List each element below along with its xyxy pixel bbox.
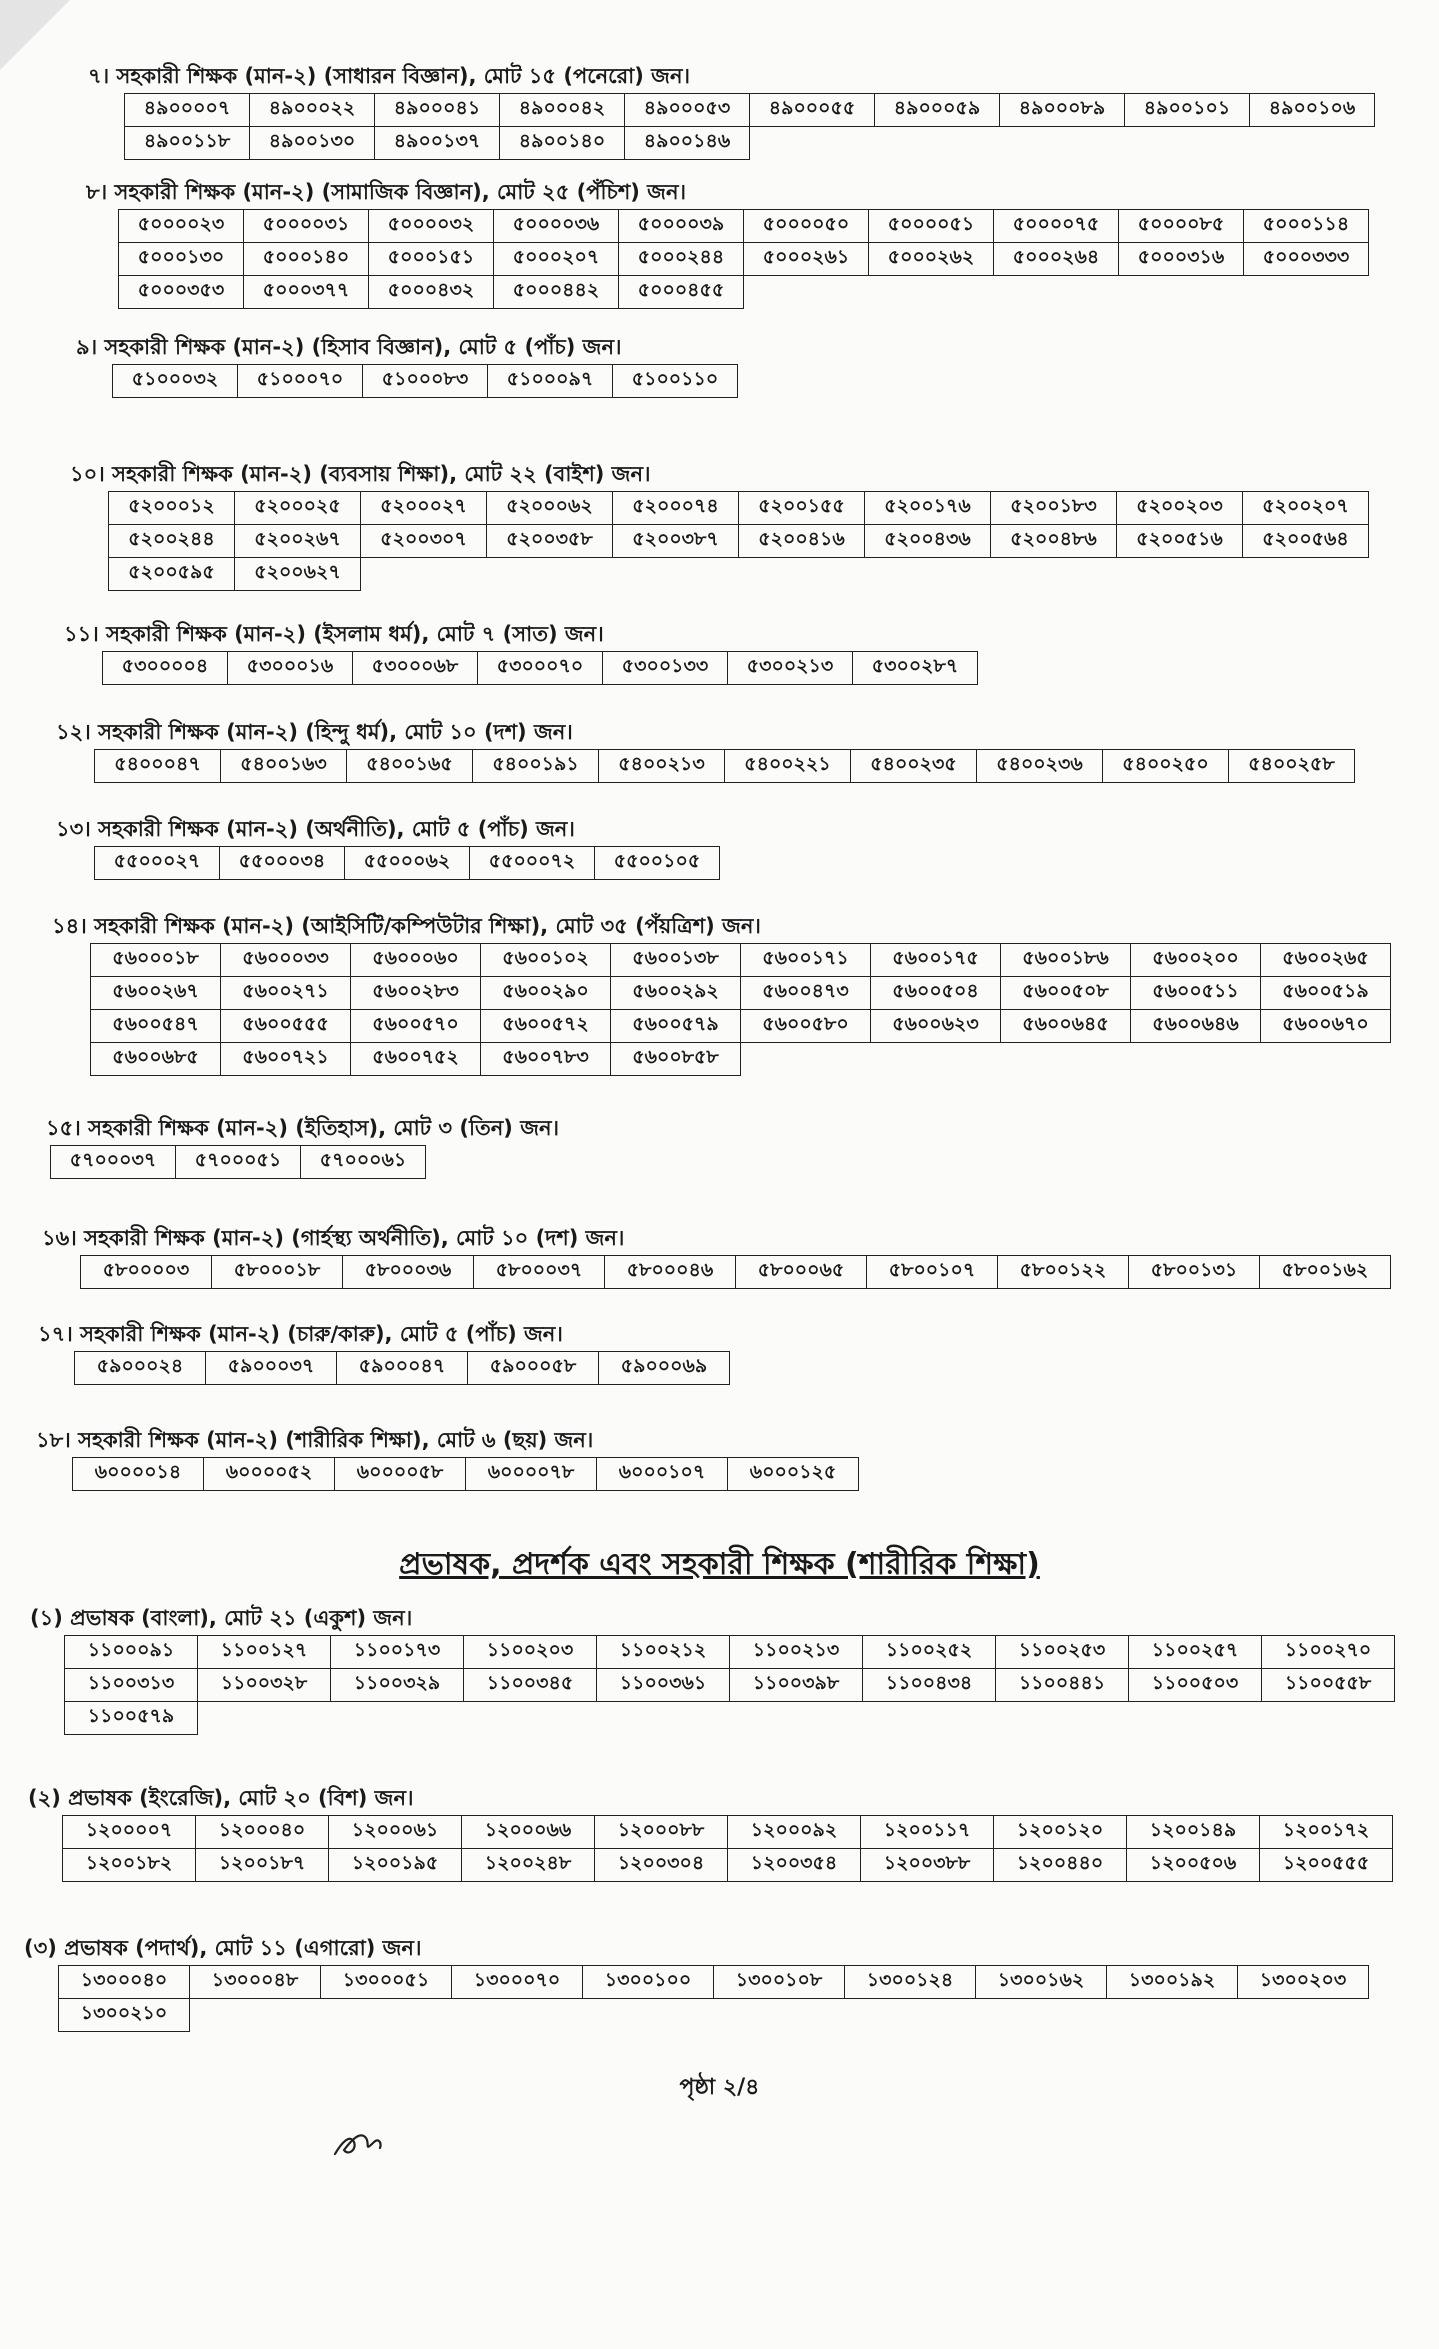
- roll-number-cell: ১২০০১১৭: [861, 1816, 994, 1849]
- roll-number-cell: ৫৭০০০৬১: [301, 1146, 426, 1179]
- roll-number-cell: ৫৫০০০৬২: [345, 847, 470, 880]
- teacher-section-7: [56, 815, 720, 880]
- table-row: [63, 1816, 1393, 1849]
- teacher-section-2: [86, 178, 1369, 309]
- roll-number-cell: ৫০০০৪৫৫: [619, 276, 744, 309]
- roll-number-cell: ৫৯০০০৪৭: [337, 1352, 468, 1385]
- roll-number-cell: ১২০০০৯২: [728, 1816, 861, 1849]
- roll-number-cell: ১৩০০১০০: [583, 1966, 714, 1999]
- teacher-roll-table: [112, 364, 738, 398]
- teacher-section-10: [42, 1224, 1391, 1289]
- roll-number-cell: ১১০০২৫২: [863, 1636, 996, 1669]
- teacher-roll-table: [72, 1457, 859, 1491]
- roll-number-cell: ৫২০০০২৭: [361, 492, 487, 525]
- roll-number-cell: ১১০০৩৪৫: [464, 1669, 597, 1702]
- roll-number-cell: ৫০০০০৩৬: [494, 210, 619, 243]
- roll-number-cell: ৫০০০৩৩৩: [1244, 243, 1369, 276]
- roll-number-cell: ৫৮০০০৩৭: [474, 1256, 605, 1289]
- roll-number-cell: ৫৫০০০২৭: [95, 847, 220, 880]
- table-row: [65, 1669, 1395, 1702]
- teacher-section-9: [46, 1114, 559, 1179]
- roll-number-cell: ৫৪০০২৩৫: [851, 750, 977, 783]
- roll-number-cell: ১৩০০০৪৮: [190, 1966, 321, 1999]
- roll-number-cell: ১১০০০৯১: [65, 1636, 198, 1669]
- roll-number-cell: ৫৬০০০৩৩: [221, 944, 351, 977]
- roll-number-cell: ৫২০০১৭৬: [865, 492, 991, 525]
- teacher-section-heading: ১২। সহকারী শিক্ষক (মান-২) (হিন্দু ধর্ম), মোট ১০ (দশ) জন।: [56, 720, 573, 744]
- table-row: [109, 558, 1369, 591]
- roll-number-cell: ৫৪০০০৪৭: [95, 750, 221, 783]
- roll-number-cell: ৫৮০০০৬৫: [736, 1256, 867, 1289]
- table-row: [91, 1010, 1391, 1043]
- roll-number-cell: ৫৬০০৫০৪: [871, 977, 1001, 1010]
- roll-number-cell: ৫০০০১৩০: [119, 243, 244, 276]
- lecturer-section-3: [24, 1934, 1369, 2032]
- roll-number-cell: ১৩০০২০৩: [1238, 1966, 1369, 1999]
- teacher-roll-table: [94, 749, 1355, 783]
- roll-number-cell: ৪৯০০০৮৯: [1000, 94, 1125, 127]
- roll-number-cell: ৫৪০০২১৩: [599, 750, 725, 783]
- roll-number-cell: ৫৮০০০১৮: [212, 1256, 343, 1289]
- roll-number-cell: ৫৬০০৫৪৭: [91, 1010, 221, 1043]
- table-row: [119, 276, 1369, 309]
- roll-number-cell: ৫২০০১৮৩: [991, 492, 1117, 525]
- roll-number-cell: ৫৬০০৮৫৮: [611, 1043, 741, 1076]
- roll-number-cell: ১১০০২১২: [597, 1636, 730, 1669]
- roll-number-cell: ৪৯০০১৪০: [500, 127, 625, 160]
- roll-number-cell: ৫০০০০৩২: [369, 210, 494, 243]
- roll-number-cell: ৫২০০৩৫৮: [487, 525, 613, 558]
- roll-number-cell: ৫৯০০০২৪: [75, 1352, 206, 1385]
- roll-number-cell: ৫৬০০৫১৯: [1261, 977, 1391, 1010]
- roll-number-cell: ৫৬০০৪৭৩: [741, 977, 871, 1010]
- roll-number-cell: ১২০০২৪৮: [462, 1849, 595, 1882]
- roll-number-cell: ৫৫০০০৭২: [470, 847, 595, 880]
- roll-number-cell: ৫৬০০৫৭৯: [611, 1010, 741, 1043]
- table-row: [65, 1702, 1395, 1735]
- page-number: পৃষ্ঠা ২/৪: [679, 2075, 760, 2100]
- roll-number-cell: ৬০০০০৭৮: [466, 1458, 597, 1491]
- table-row: [125, 127, 1375, 160]
- roll-number-cell: ৫০০০১৪০: [244, 243, 369, 276]
- teacher-section-heading: ১৪। সহকারী শিক্ষক (মান-২) (আইসিটি/কম্পিউটার শিক্ষা), মোট ৩৫ (পঁয়ত্রিশ) জন।: [52, 914, 761, 938]
- roll-number-cell: ৫০০০৩৫৩: [119, 276, 244, 309]
- table-row: [109, 492, 1369, 525]
- roll-number-cell: ৫২০০০৬২: [487, 492, 613, 525]
- teacher-section-heading: ৭। সহকারী শিক্ষক (মান-২) (সাধারন বিজ্ঞান), মোট ১৫ (পনেরো) জন।: [88, 64, 690, 88]
- roll-number-cell: ৫০০০৪৩২: [369, 276, 494, 309]
- roll-number-cell: ১১০০২৫৩: [996, 1636, 1129, 1669]
- roll-number-cell: ৫৩০০১৩৩: [603, 652, 728, 685]
- table-row: [51, 1146, 426, 1179]
- roll-number-cell: ৪৯০০১১৮: [125, 127, 250, 160]
- roll-number-cell: ৫১০০০৭০: [238, 365, 363, 398]
- roll-number-cell: ৫২০০৩০৭: [361, 525, 487, 558]
- roll-number-cell: ৫৮০০০৪৬: [605, 1256, 736, 1289]
- teacher-section-12: [36, 1426, 859, 1491]
- roll-number-cell: ৫৬০০১৭১: [741, 944, 871, 977]
- teacher-section-3: [76, 333, 738, 398]
- roll-number-cell: ১১০০৩১৩: [65, 1669, 198, 1702]
- roll-number-cell: ৫৬০০৭৮৩: [481, 1043, 611, 1076]
- roll-number-cell: ৪৯০০০০৭: [125, 94, 250, 127]
- roll-number-cell: ১১০০৫০৩: [1129, 1669, 1262, 1702]
- teacher-section-11: [38, 1320, 730, 1385]
- roll-number-cell: ৫৬০০১৭৫: [871, 944, 1001, 977]
- teacher-section-heading: ১৭। সহকারী শিক্ষক (মান-২) (চারু/কারু), মোট ৫ (পাঁচ) জন।: [38, 1322, 563, 1346]
- roll-number-cell: ৪৯০০০২২: [250, 94, 375, 127]
- roll-number-cell: ৫২০০৫৬৪: [1243, 525, 1369, 558]
- roll-number-cell: ৫৩০০০৭০: [478, 652, 603, 685]
- roll-number-cell: ১২০০০৬৬: [462, 1816, 595, 1849]
- roll-number-cell: ৫২০০৬২৭: [235, 558, 361, 591]
- table-row: [119, 243, 1369, 276]
- roll-number-cell: ৫২০০৪১৬: [739, 525, 865, 558]
- roll-number-cell: ৫৬০০৫১১: [1131, 977, 1261, 1010]
- roll-number-cell: ৫২০০০১২: [109, 492, 235, 525]
- roll-number-cell: ৫৮০০০৩৬: [343, 1256, 474, 1289]
- roll-number-cell: ৫৪০০২২১: [725, 750, 851, 783]
- roll-number-cell: ৫৫০০০৩৪: [220, 847, 345, 880]
- roll-number-cell: ১১০০৪৪১: [996, 1669, 1129, 1702]
- roll-number-cell: ৫৮০০১৩১: [1129, 1256, 1260, 1289]
- roll-number-cell: ৪৯০০১০৬: [1250, 94, 1375, 127]
- table-row: [65, 1636, 1395, 1669]
- roll-number-cell: ৫৬০০২৭১: [221, 977, 351, 1010]
- roll-number-cell: ৫৬০০৫৭০: [351, 1010, 481, 1043]
- roll-number-cell: ১৩০০১৯২: [1107, 1966, 1238, 1999]
- roll-number-cell: ৫৫০০১০৫: [595, 847, 720, 880]
- roll-number-cell: ৫৪০০১৯১: [473, 750, 599, 783]
- roll-number-cell: ১২০০৫৫৫: [1260, 1849, 1393, 1882]
- roll-number-cell: ৫৯০০০৬৯: [599, 1352, 730, 1385]
- roll-number-cell: ৪৯০০১০১: [1125, 94, 1250, 127]
- roll-number-cell: ৫৬০০৬৪৫: [1001, 1010, 1131, 1043]
- roll-number-cell: ৫৪০০১৬৩: [221, 750, 347, 783]
- lecturer-section-2: [28, 1784, 1393, 1882]
- teacher-roll-table: [74, 1351, 730, 1385]
- roll-number-cell: ১১০০৩৯৮: [730, 1669, 863, 1702]
- roll-number-cell: ৫৬০০৫৭২: [481, 1010, 611, 1043]
- roll-number-cell: ৫৬০০২৬৫: [1261, 944, 1391, 977]
- roll-number-cell: ৫২০০১৫৫: [739, 492, 865, 525]
- teacher-roll-table: [118, 209, 1369, 309]
- roll-number-cell: ৫৬০০২৮৩: [351, 977, 481, 1010]
- roll-number-cell: ১৩০০১৬২: [976, 1966, 1107, 1999]
- roll-number-cell: ৫৪০০১৬৫: [347, 750, 473, 783]
- roll-number-cell: ৫০০০১৫১: [369, 243, 494, 276]
- roll-number-cell: ৪৯০০০৫৫: [750, 94, 875, 127]
- teacher-roll-table: [108, 491, 1369, 591]
- roll-number-cell: ৫৬০০৫৮০: [741, 1010, 871, 1043]
- roll-number-cell: ১২০০৪৪০: [994, 1849, 1127, 1882]
- teacher-section-1: [88, 62, 1375, 160]
- roll-number-cell: ১২০০১৯৫: [329, 1849, 462, 1882]
- roll-number-cell: ৫০০০২৬২: [869, 243, 994, 276]
- table-row: [63, 1849, 1393, 1882]
- roll-number-cell: ১২০০০০৭: [63, 1816, 196, 1849]
- roll-number-cell: ৫২০০২৪৪: [109, 525, 235, 558]
- table-row: [95, 750, 1355, 783]
- roll-number-cell: ৫৬০০১৮৬: [1001, 944, 1131, 977]
- teacher-section-heading: ৮। সহকারী শিক্ষক (মান-২) (সামাজিক বিজ্ঞান), মোট ২৫ (পঁচিশ) জন।: [86, 180, 687, 204]
- teacher-section-4: [70, 460, 1369, 591]
- roll-number-cell: ৫৬০০৫৫৫: [221, 1010, 351, 1043]
- lecturer-roll-table: [64, 1635, 1395, 1735]
- teacher-roll-table: [94, 846, 720, 880]
- roll-number-cell: ৫২০০০৭৪: [613, 492, 739, 525]
- roll-number-cell: ৫৬০০৭৫২: [351, 1043, 481, 1076]
- roll-number-cell: ১২০০১৪৯: [1127, 1816, 1260, 1849]
- teacher-section-heading: ১৬। সহকারী শিক্ষক (মান-২) (গার্হস্থ্য অর্থনীতি), মোট ১০ (দশ) জন।: [42, 1226, 625, 1250]
- teacher-section-8: [52, 912, 1391, 1076]
- roll-number-cell: ৫৮০০১৬২: [1260, 1256, 1391, 1289]
- initials-signature: [330, 2112, 390, 2162]
- roll-number-cell: ৫২০০৫১৬: [1117, 525, 1243, 558]
- roll-number-cell: ৫২০০২০৭: [1243, 492, 1369, 525]
- roll-number-cell: ১২০০০৬১: [329, 1816, 462, 1849]
- roll-number-cell: ৫০০০২৬৪: [994, 243, 1119, 276]
- table-row: [125, 94, 1375, 127]
- roll-number-cell: ৫১০০০৮৩: [363, 365, 488, 398]
- roll-number-cell: ৪৯০০১৪৬: [625, 127, 750, 160]
- table-row: [91, 944, 1391, 977]
- roll-number-cell: ৫০০০২৬১: [744, 243, 869, 276]
- roll-number-cell: ১১০০২৭০: [1262, 1636, 1395, 1669]
- roll-number-cell: ১২০০৫০৬: [1127, 1849, 1260, 1882]
- lecturer-section-1: [30, 1604, 1395, 1735]
- teacher-section-5: [64, 620, 978, 685]
- roll-number-cell: ৫১০০০৩২: [113, 365, 238, 398]
- roll-number-cell: ৫২০০৪৩৬: [865, 525, 991, 558]
- roll-number-cell: ৫৮০০১২২: [998, 1256, 1129, 1289]
- roll-number-cell: ৫২০০৪৮৬: [991, 525, 1117, 558]
- roll-number-cell: ৫৭০০০৩৭: [51, 1146, 176, 1179]
- roll-number-cell: ৫২০০২৬৭: [235, 525, 361, 558]
- roll-number-cell: ৫৭০০০৫১: [176, 1146, 301, 1179]
- roll-number-cell: ৫৬০০৬২৩: [871, 1010, 1001, 1043]
- table-row: [119, 210, 1369, 243]
- roll-number-cell: ৫৬০০১০২: [481, 944, 611, 977]
- roll-number-cell: ৫৩০০০৬৮: [353, 652, 478, 685]
- roll-number-cell: ৫৬০০২৯২: [611, 977, 741, 1010]
- roll-number-cell: ১৩০০০৫১: [321, 1966, 452, 1999]
- roll-number-cell: ৫১০০০৯৭: [488, 365, 613, 398]
- roll-number-cell: ৫৬০০৫০৮: [1001, 977, 1131, 1010]
- roll-number-cell: ৬০০০১০৭: [597, 1458, 728, 1491]
- table-row: [95, 847, 720, 880]
- roll-number-cell: ১৩০০০৪০: [59, 1966, 190, 1999]
- roll-number-cell: ৫২০০০২৫: [235, 492, 361, 525]
- roll-number-cell: ৫০০০০২৩: [119, 210, 244, 243]
- table-row: [81, 1256, 1391, 1289]
- roll-number-cell: ৫০০০০৮৫: [1119, 210, 1244, 243]
- teacher-section-heading: ১৮। সহকারী শিক্ষক (মান-২) (শারীরিক শিক্ষা), মোট ৬ (ছয়) জন।: [36, 1428, 594, 1452]
- roll-number-cell: ৪৯০০০৪১: [375, 94, 500, 127]
- teacher-roll-table: [102, 651, 978, 685]
- teacher-section-heading: ১১। সহকারী শিক্ষক (মান-২) (ইসলাম ধর্ম), মোট ৭ (সাত) জন।: [64, 622, 604, 646]
- lecturer-roll-table: [62, 1815, 1393, 1882]
- roll-number-cell: ১৩০০১২৪: [845, 1966, 976, 1999]
- roll-number-cell: ৫০০০০৩১: [244, 210, 369, 243]
- teacher-roll-table: [124, 93, 1375, 160]
- roll-number-cell: ৬০০০০১৪: [73, 1458, 204, 1491]
- roll-number-cell: ৫৪০০২৩৬: [977, 750, 1103, 783]
- roll-number-cell: ৫০০০০৫০: [744, 210, 869, 243]
- section-main-title: প্রভাষক, প্রদর্শক এবং সহকারী শিক্ষক (শারীরিক শিক্ষা): [399, 1547, 1040, 1582]
- roll-number-cell: ১২০০০৮৮: [595, 1816, 728, 1849]
- roll-number-cell: ৫৬০০৬৭০: [1261, 1010, 1391, 1043]
- roll-number-cell: ৫০০০২৪৪: [619, 243, 744, 276]
- roll-number-cell: ১২০০১৮৭: [196, 1849, 329, 1882]
- roll-number-cell: ৫৩০০২৮৭: [853, 652, 978, 685]
- roll-number-cell: ১২০০৩৫৪: [728, 1849, 861, 1882]
- roll-number-cell: ৫৬০০৬৪৬: [1131, 1010, 1261, 1043]
- roll-number-cell: ৫৬০০২০০: [1131, 944, 1261, 977]
- roll-number-cell: ৫৬০০০১৮: [91, 944, 221, 977]
- roll-number-cell: ১১০০২৫৭: [1129, 1636, 1262, 1669]
- teacher-section-heading: ১৩। সহকারী শিক্ষক (মান-২) (অর্থনীতি), মোট ৫ (পাঁচ) জন।: [56, 817, 575, 841]
- table-row: [113, 365, 738, 398]
- roll-number-cell: ৫০০০৩১৬: [1119, 243, 1244, 276]
- roll-number-cell: ১১০০৩২৯: [331, 1669, 464, 1702]
- roll-number-cell: ৫০০০১১৪: [1244, 210, 1369, 243]
- roll-number-cell: ১১০০৪৩৪: [863, 1669, 996, 1702]
- roll-number-cell: ১২০০১২০: [994, 1816, 1127, 1849]
- roll-number-cell: ১২০০১৭২: [1260, 1816, 1393, 1849]
- roll-number-cell: ৫৪০০২৫৮: [1229, 750, 1355, 783]
- roll-number-cell: ৪৯০০০৫৯: [875, 94, 1000, 127]
- roll-number-cell: ৫৩০০২১৩: [728, 652, 853, 685]
- table-row: [91, 1043, 1391, 1076]
- lecturer-section-heading: (৩) প্রভাষক (পদার্থ), মোট ১১ (এগারো) জন।: [24, 1936, 422, 1960]
- roll-number-cell: ১১০০৫৫৮: [1262, 1669, 1395, 1702]
- roll-number-cell: ১২০০০৪০: [196, 1816, 329, 1849]
- teacher-roll-table: [90, 943, 1391, 1076]
- roll-number-cell: ৫০০০৪৪২: [494, 276, 619, 309]
- table-row: [91, 977, 1391, 1010]
- teacher-section-6: [56, 718, 1355, 783]
- roll-number-cell: ৫৩০০০০৪: [103, 652, 228, 685]
- table-row: [59, 1999, 1369, 2032]
- roll-number-cell: ৫৬০০২৬৭: [91, 977, 221, 1010]
- roll-number-cell: ৫৬০০২৯০: [481, 977, 611, 1010]
- roll-number-cell: ৪৯০০০৫৩: [625, 94, 750, 127]
- lecturer-section-heading: (২) প্রভাষক (ইংরেজি), মোট ২০ (বিশ) জন।: [28, 1786, 414, 1810]
- roll-number-cell: ৫২০০৫৯৫: [109, 558, 235, 591]
- roll-number-cell: ৫৮০০১০৭: [867, 1256, 998, 1289]
- roll-number-cell: ৫০০০০৩৯: [619, 210, 744, 243]
- roll-number-cell: ৫৮০০০০৩: [81, 1256, 212, 1289]
- roll-number-cell: ৫৬০০১৩৮: [611, 944, 741, 977]
- roll-number-cell: ১১০০৫৭৯: [65, 1702, 198, 1735]
- roll-number-cell: ৪৯০০১৩৭: [375, 127, 500, 160]
- table-row: [75, 1352, 730, 1385]
- teacher-roll-table: [80, 1255, 1391, 1289]
- roll-number-cell: ১৩০০১০৮: [714, 1966, 845, 1999]
- roll-number-cell: ১৩০০০৭০: [452, 1966, 583, 1999]
- roll-number-cell: ৫২০০৩৮৭: [613, 525, 739, 558]
- roll-number-cell: ৫০০০৩৭৭: [244, 276, 369, 309]
- roll-number-cell: ১১০০২০৩: [464, 1636, 597, 1669]
- teacher-section-heading: ৯। সহকারী শিক্ষক (মান-২) (হিসাব বিজ্ঞান), মোট ৫ (পাঁচ) জন।: [76, 335, 622, 359]
- table-row: [59, 1966, 1369, 1999]
- roll-number-cell: ১১০০১৭৩: [331, 1636, 464, 1669]
- roll-number-cell: ১১০০৩৬১: [597, 1669, 730, 1702]
- roll-number-cell: ১২০০৩৮৮: [861, 1849, 994, 1882]
- teacher-roll-table: [50, 1145, 426, 1179]
- roll-number-cell: ১১০০১২৭: [198, 1636, 331, 1669]
- roll-number-cell: ৬০০০০৫২: [204, 1458, 335, 1491]
- roll-number-cell: ৬০০০০৫৮: [335, 1458, 466, 1491]
- table-row: [73, 1458, 859, 1491]
- lecturer-section-heading: (১) প্রভাষক (বাংলা), মোট ২১ (একুশ) জন।: [30, 1606, 413, 1630]
- teacher-section-heading: ১০। সহকারী শিক্ষক (মান-২) (ব্যবসায় শিক্ষা), মোট ২২ (বাইশ) জন।: [70, 462, 651, 486]
- lecturer-roll-table: [58, 1965, 1369, 2032]
- roll-number-cell: ১১০০২১৩: [730, 1636, 863, 1669]
- roll-number-cell: ১২০০৩০৪: [595, 1849, 728, 1882]
- roll-number-cell: ৫৬০০৭২১: [221, 1043, 351, 1076]
- roll-number-cell: ৫৯০০০৩৭: [206, 1352, 337, 1385]
- roll-number-cell: ৫৬০০৬৮৫: [91, 1043, 221, 1076]
- roll-number-cell: ৫০০০০৭৫: [994, 210, 1119, 243]
- roll-number-cell: ১১০০৩২৮: [198, 1669, 331, 1702]
- roll-number-cell: ১৩০০২১০: [59, 1999, 190, 2032]
- roll-number-cell: ১২০০১৮২: [63, 1849, 196, 1882]
- roll-number-cell: ৬০০০১২৫: [728, 1458, 859, 1491]
- table-row: [103, 652, 978, 685]
- roll-number-cell: ৫৯০০০৫৮: [468, 1352, 599, 1385]
- teacher-section-heading: ১৫। সহকারী শিক্ষক (মান-২) (ইতিহাস), মোট ৩ (তিন) জন।: [46, 1116, 560, 1140]
- roll-number-cell: ৫৪০০২৫০: [1103, 750, 1229, 783]
- roll-number-cell: ৫২০০২০৩: [1117, 492, 1243, 525]
- roll-number-cell: ৫৬০০০৬০: [351, 944, 481, 977]
- roll-number-cell: ৫৩০০০১৬: [228, 652, 353, 685]
- folded-corner: [0, 0, 70, 70]
- roll-number-cell: ৪৯০০০৪২: [500, 94, 625, 127]
- roll-number-cell: ৫০০০০৫১: [869, 210, 994, 243]
- roll-number-cell: ৫০০০২০৭: [494, 243, 619, 276]
- table-row: [109, 525, 1369, 558]
- roll-number-cell: ৪৯০০১৩০: [250, 127, 375, 160]
- roll-number-cell: ৫১০০১১০: [613, 365, 738, 398]
